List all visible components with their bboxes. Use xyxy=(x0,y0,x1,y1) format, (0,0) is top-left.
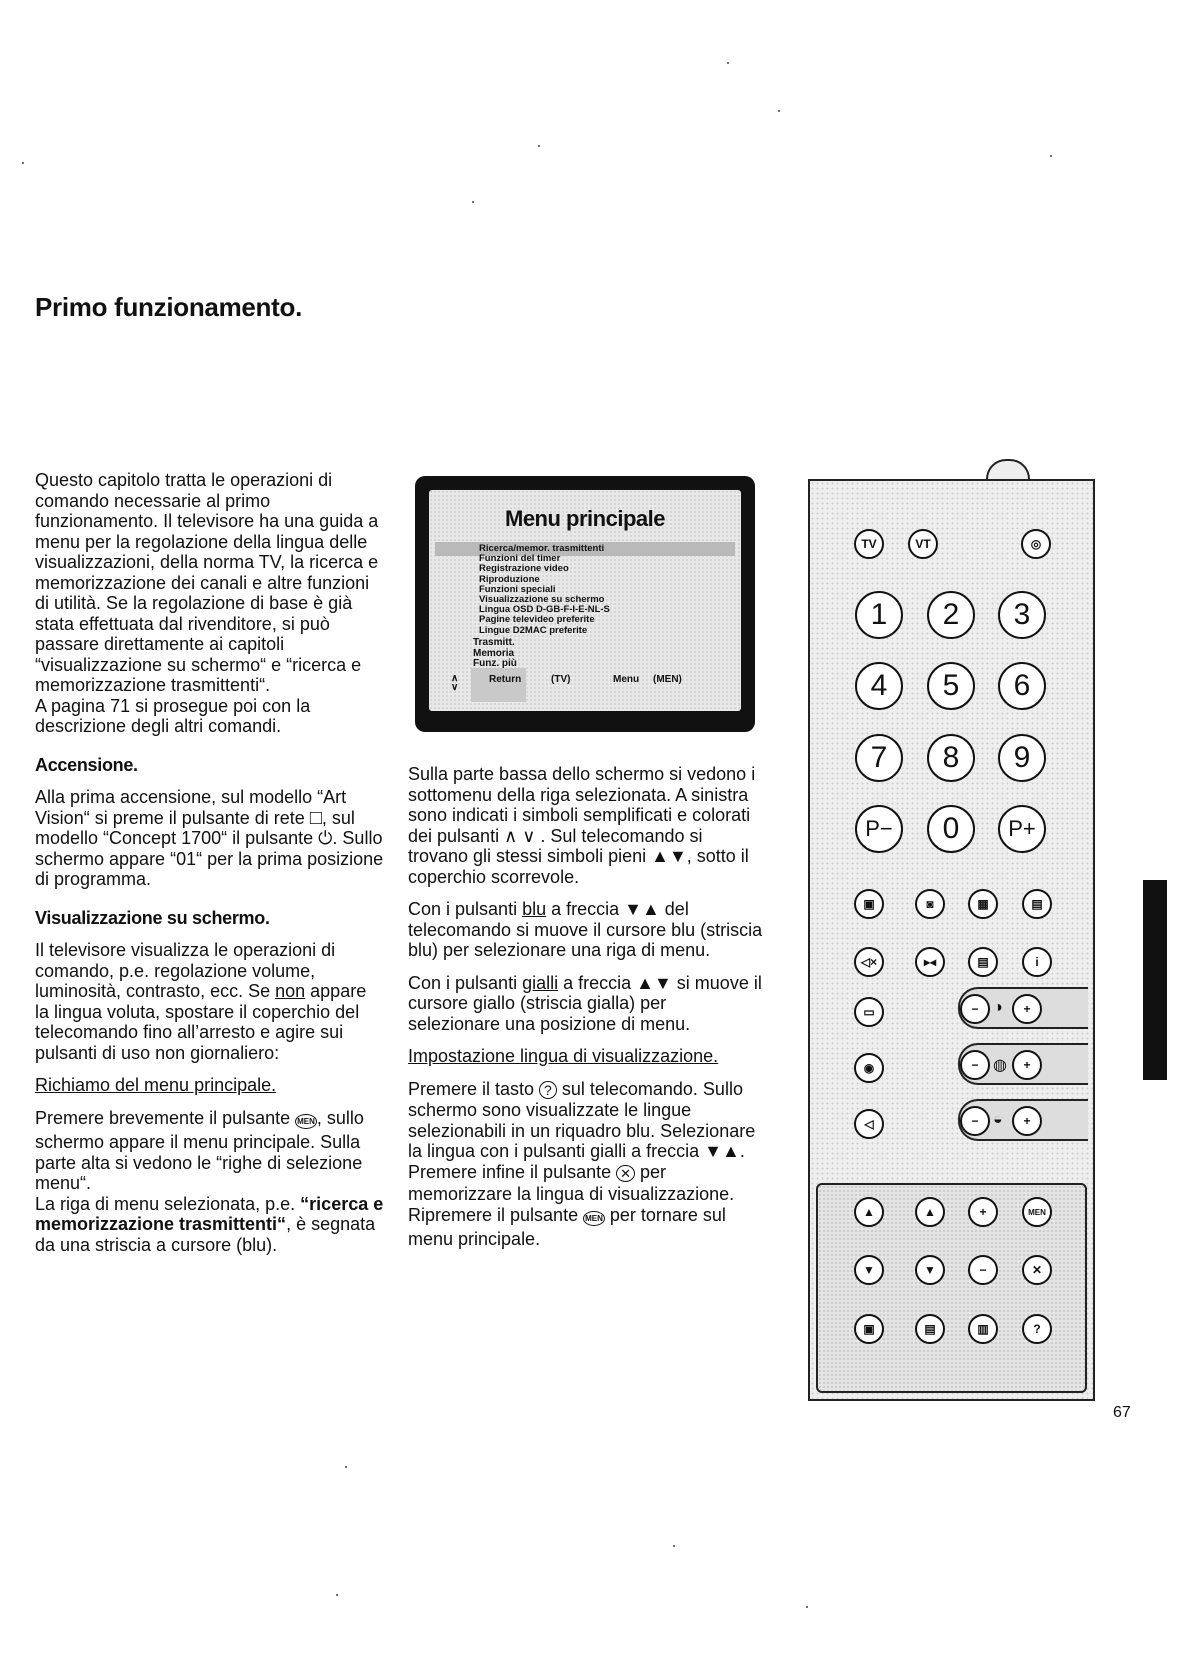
up-filled-icon: ▲ xyxy=(641,899,660,919)
scan-speck xyxy=(806,1606,808,1608)
menu-item: Lingua OSD D-GB-F-I-E-NL-S xyxy=(479,604,610,616)
heading-accensione: Accensione. xyxy=(35,754,138,775)
accensione-paragraph: Alla prima accensione, sul modello “Art Vision“ si preme il pulsante di rete □, sul modello “Concept 1700“ il pulsante ⏻. Sullo schermo appare “01“ per la prima posizione di programma. xyxy=(35,787,384,889)
scan-speck xyxy=(727,62,729,64)
scan-speck xyxy=(472,201,474,203)
teletext-list-button: ▤ xyxy=(915,1314,945,1344)
square-icon: □ xyxy=(309,806,322,829)
scan-speck xyxy=(22,162,24,164)
digit-button-9: 9 xyxy=(998,734,1046,782)
mute-button: ◁× xyxy=(854,947,884,977)
brightness-icon: ◑ xyxy=(993,999,1003,1016)
volume-plus-button: + xyxy=(1012,1106,1042,1136)
color-minus-button: − xyxy=(960,1050,990,1080)
menu-item: Funzioni del timer xyxy=(479,553,561,565)
blue-down-button: ▼ xyxy=(854,1255,884,1285)
down-filled-icon: ▼ xyxy=(668,846,687,866)
stereo-button: ▸◂ xyxy=(915,947,945,977)
scan-speck xyxy=(538,145,540,147)
help-button: ? xyxy=(1022,1314,1052,1344)
power-icon: ⏻ xyxy=(318,828,333,848)
store-button: ✕ xyxy=(1022,1255,1052,1285)
remote-control-illustration xyxy=(808,479,1095,1401)
question-icon: ? xyxy=(539,1081,557,1099)
x-icon: ✕ xyxy=(616,1165,635,1182)
menu-button: MEN xyxy=(1022,1197,1052,1227)
menu-title: Menu principale xyxy=(505,506,665,531)
digit-button-7: 7 xyxy=(855,734,903,782)
digit-button-1: 1 xyxy=(855,591,903,639)
program-plus-button: P+ xyxy=(998,805,1046,853)
volume-button: ◁ xyxy=(854,1109,884,1139)
paragraph-3: Con i pulsanti gialli a freccia ▲▼ si muove il cursore giallo (striscia gialla) per selezionare una posizione di menu. xyxy=(408,972,762,1034)
chapter-tab-marker xyxy=(1143,880,1167,1080)
submenu-item: Trasmitt. xyxy=(473,637,515,648)
down-filled-icon: ▼ xyxy=(624,899,642,919)
scan-speck xyxy=(1050,155,1052,157)
teletext-mix-button: ▦ xyxy=(968,889,998,919)
up-filled-icon: ▲ xyxy=(651,846,669,866)
brightness-plus-button: + xyxy=(1012,994,1042,1024)
power-button: ◎ xyxy=(1021,529,1051,559)
digit-button-6: 6 xyxy=(998,662,1046,710)
men-icon: MEN xyxy=(295,1114,317,1129)
scan-speck xyxy=(345,1466,347,1468)
color-button: ◉ xyxy=(854,1053,884,1083)
screen-button: ▭ xyxy=(854,997,884,1027)
blue-up-button: ▲ xyxy=(854,1197,884,1227)
up-filled-icon: ▲ xyxy=(722,1141,740,1161)
program-minus-button: P− xyxy=(855,805,903,853)
visual-paragraph: Il televisore visualizza le operazioni di comando, p.e. regolazione volume, luminosità, contrasto, ecc. Se non appare la lingua voluta, spostare il coperchio del telecomando fino all’arresto e agire sui pulsanti di uso non giornaliero: xyxy=(35,940,367,1063)
menu-item: Visualizzazione su schermo xyxy=(479,594,605,606)
vt-button: VT xyxy=(908,529,938,559)
menu-item: Ricerca/memor. trasmittenti xyxy=(479,543,605,554)
menu-item: Lingue D2MAC preferite xyxy=(479,624,588,636)
yellow-down-button: ▼ xyxy=(915,1255,945,1285)
scan-speck xyxy=(778,110,780,112)
menu-item: Pagine televideo preferite xyxy=(479,614,595,626)
av-button: ▣ xyxy=(854,889,884,919)
paragraph-4: Premere il tasto ? sul telecomando. Sullo schermo sono visualizzate le lingue selezionabili in un riquadro blu. Selezionare la lingua con i pulsanti gialli a freccia ▼▲. Premere infine il pulsante ✕ per memorizzare la lingua di visualizzazione. Ripremere il pulsante MEN per tornare sul menu principale. xyxy=(408,1078,756,1249)
teletext-index-button: ▣ xyxy=(854,1314,884,1344)
heading-visualizzazione: Visualizzazione su schermo. xyxy=(35,907,270,928)
menu-item: Funzioni speciali xyxy=(479,583,556,595)
paragraph-1: Sulla parte bassa dello schermo si vedono i sottomenu della riga selezionata. A sinistra sono indicati i simboli semplificati e colorati dei pulsanti ∧ ∨ . Sul telecomando si trovano gli stessi simboli pieni ▲▼, sotto il coperchio scorrevole. xyxy=(408,764,756,887)
scan-speck xyxy=(673,1545,675,1547)
pip-button: ◙ xyxy=(915,889,945,919)
digit-button-3: 3 xyxy=(998,591,1046,639)
subheading-impostazione: Impostazione lingua di visualizzazione. xyxy=(408,1046,719,1066)
down-filled-icon: ▼ xyxy=(704,1141,722,1161)
digit-button-8: 8 xyxy=(927,734,975,782)
men-icon: MEN xyxy=(583,1211,605,1226)
info-button: i xyxy=(1022,947,1052,977)
plus-button: + xyxy=(968,1197,998,1227)
volume-icon: ◒ xyxy=(993,1111,1003,1128)
tv-screen-illustration xyxy=(415,476,755,732)
arrows-icon: ∧ ∨ xyxy=(451,673,459,693)
tv-button: TV xyxy=(854,529,884,559)
digit-button-4: 4 xyxy=(855,662,903,710)
teletext-page-button: ▥ xyxy=(968,1314,998,1344)
menu-items xyxy=(479,544,610,636)
yellow-up-button: ▲ xyxy=(915,1197,945,1227)
menu-item: Riproduzione xyxy=(479,573,540,585)
color-icon: ◍ xyxy=(993,1057,1007,1074)
intro-paragraph: Questo capitolo tratta le operazioni di comando necessarie al primo funzionamento. Il televisore ha una guida a menu per la regolazione della lingua delle visualizzazioni, della norma TV, la ricerca e memorizzazione dei canali e altre funzioni di utilità. Se la regolazione di base è già stata effettuata dal rivenditore, si può passare direttamente ai capitoli “visualizzazione su schermo“ e “ricerca e memorizzazione trasmittenti“. A pagina 71 si prosegue poi con la descrizione degli altri comandi. xyxy=(35,470,379,736)
menu-screen: Menu principale Ricerca/memor. trasmittenti Funzioni del timer Registrazione video Riproduzione Funzioni speciali Visualizzazione su schermo Lingua OSD D-GB-F-I-E-NL-S Pagine televideo preferite Lingue D2MAC preferite Trasmitt. Memoria Funz. più ∧ ∨ Return (TV) Menu (MEN) xyxy=(429,490,741,711)
volume-minus-button: − xyxy=(960,1106,990,1136)
column-middle xyxy=(408,764,763,1262)
digit-button-2: 2 xyxy=(927,591,975,639)
submenu-item: Memoria xyxy=(473,647,515,659)
submenu xyxy=(473,638,517,670)
richiamo-paragraph: Premere brevemente il pulsante MEN , sullo schermo appare il menu principale. Sulla parte alta si vedono le “righe di selezione menu“. La riga di menu selezionata, p.e. “ricerca e memorizzazione trasmittenti“, è segnata da una striscia a cursore (blu). xyxy=(35,1107,384,1255)
minus-button: − xyxy=(968,1255,998,1285)
up-filled-icon: ▲ xyxy=(636,972,654,993)
down-filled-icon: ▼ xyxy=(653,972,672,993)
paragraph-2: Con i pulsanti blu a freccia ▼▲ del telecomando si muove il cursore blu (striscia blu) per selezionare una riga di menu. xyxy=(408,899,763,960)
subheading-richiamo: Richiamo del menu principale. xyxy=(35,1075,277,1095)
digit-button-5: 5 xyxy=(927,662,975,710)
submenu-item: Funz. più xyxy=(473,658,517,669)
teletext-button: ▤ xyxy=(968,947,998,977)
page-number: 67 xyxy=(1113,1404,1131,1421)
book-button: ▤ xyxy=(1022,889,1052,919)
scan-speck xyxy=(336,1594,338,1596)
color-plus-button: + xyxy=(1012,1050,1042,1080)
column-left xyxy=(35,470,385,1267)
menu-item: Registrazione video xyxy=(479,563,569,575)
digit-button-0: 0 xyxy=(927,805,975,853)
page-title: Primo funzionamento. xyxy=(35,292,303,322)
brightness-minus-button: − xyxy=(960,994,990,1024)
